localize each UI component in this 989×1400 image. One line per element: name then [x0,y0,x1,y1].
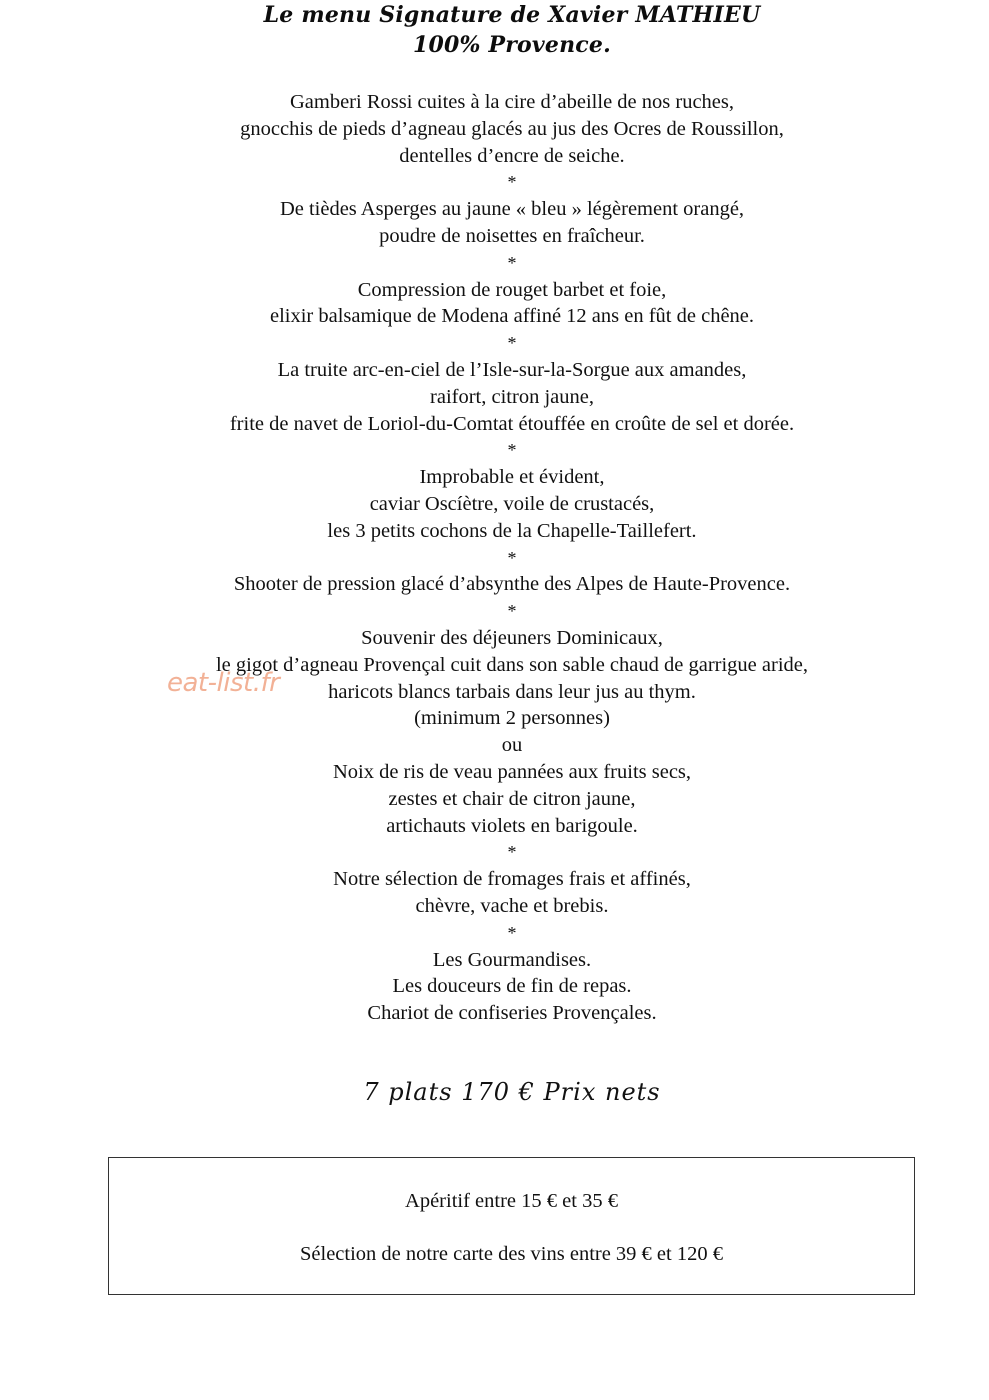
course-7-line: le gigot d’agneau Provençal cuit dans son sable chaud de garrigue aride, [215,653,808,676]
course-separator: * [507,440,517,461]
wine-price-range: Sélection de notre carte des vins entre 39 € et 120 € [300,1243,723,1265]
course-7-line: Souvenir des déjeuners Dominicaux, [361,626,663,649]
course-7-line: haricots blancs tarbais dans leur jus au thym. [328,680,696,703]
course-5-line: Improbable et évident, [419,466,605,489]
course-1-line: gnocchis de pieds d’agneau glacés au jus des Ocres de Roussillon, [240,117,784,140]
watermark-logo: eat-list.fr [167,668,280,698]
course-4-line: raifort, citron jaune, [430,385,594,408]
course-9-line: Chariot de confiseries Provençales. [367,1002,657,1025]
course-separator: * [507,842,517,863]
drinks-box [108,1157,915,1295]
course-separator: * [507,601,517,622]
course-5-line: les 3 petits cochons de la Chapelle-Taillefert. [327,519,697,542]
course-7-line: ou [501,734,523,757]
course-5-line: caviar Oscíètre, voile de crustacés, [369,492,655,515]
course-2-line: poudre de noisettes en fraîcheur. [379,224,645,247]
menu-title: Le menu Signature de Xavier MATHIEU [263,2,761,28]
menu-subtitle: 100% Provence. [413,32,611,58]
menu-courses [0,89,989,1027]
course-1-line: dentelles d’encre de seiche. [399,144,625,167]
course-2-line: De tièdes Asperges au jaune « bleu » légèrement orangé, [279,198,745,221]
course-4-line: frite de navet de Loriol-du-Comtat étouffée en croûte de sel et dorée. [229,412,795,435]
course-7-line: (minimum 2 personnes) [414,707,610,730]
menu-price: 7 plats 170 € Prix nets [363,1078,661,1106]
course-separator: * [507,547,517,568]
course-6-line: Shooter de pression glacé d’absynthe des Alpes de Haute-Provence. [233,573,791,596]
course-9-line: Les Gourmandises. [432,948,592,971]
course-7-line: Noix de ris de veau pannées aux fruits secs, [332,760,692,783]
course-separator: * [507,172,517,193]
course-7-line: artichauts violets en barigoule. [386,814,638,837]
course-separator: * [507,333,517,354]
course-8-line: chèvre, vache et brebis. [415,894,609,917]
course-separator: * [507,252,517,273]
course-9-line: Les douceurs de fin de repas. [392,975,632,998]
aperitif-price: Apéritif entre 15 € et 35 € [405,1190,618,1212]
course-7-line: zestes et chair de citron jaune, [388,787,636,810]
course-separator: * [507,922,517,943]
course-4-line: La truite arc-en-ciel de l’Isle-sur-la-Sorgue aux amandes, [277,358,747,381]
course-3-line: elixir balsamique de Modena affiné 12 ans en fût de chêne. [269,305,755,328]
course-1-line: Gamberi Rossi cuites à la cire d’abeille de nos ruches, [289,91,734,113]
course-8-line: Notre sélection de fromages frais et affinés, [333,868,691,891]
course-3-line: Compression de rouget barbet et foie, [357,278,667,301]
